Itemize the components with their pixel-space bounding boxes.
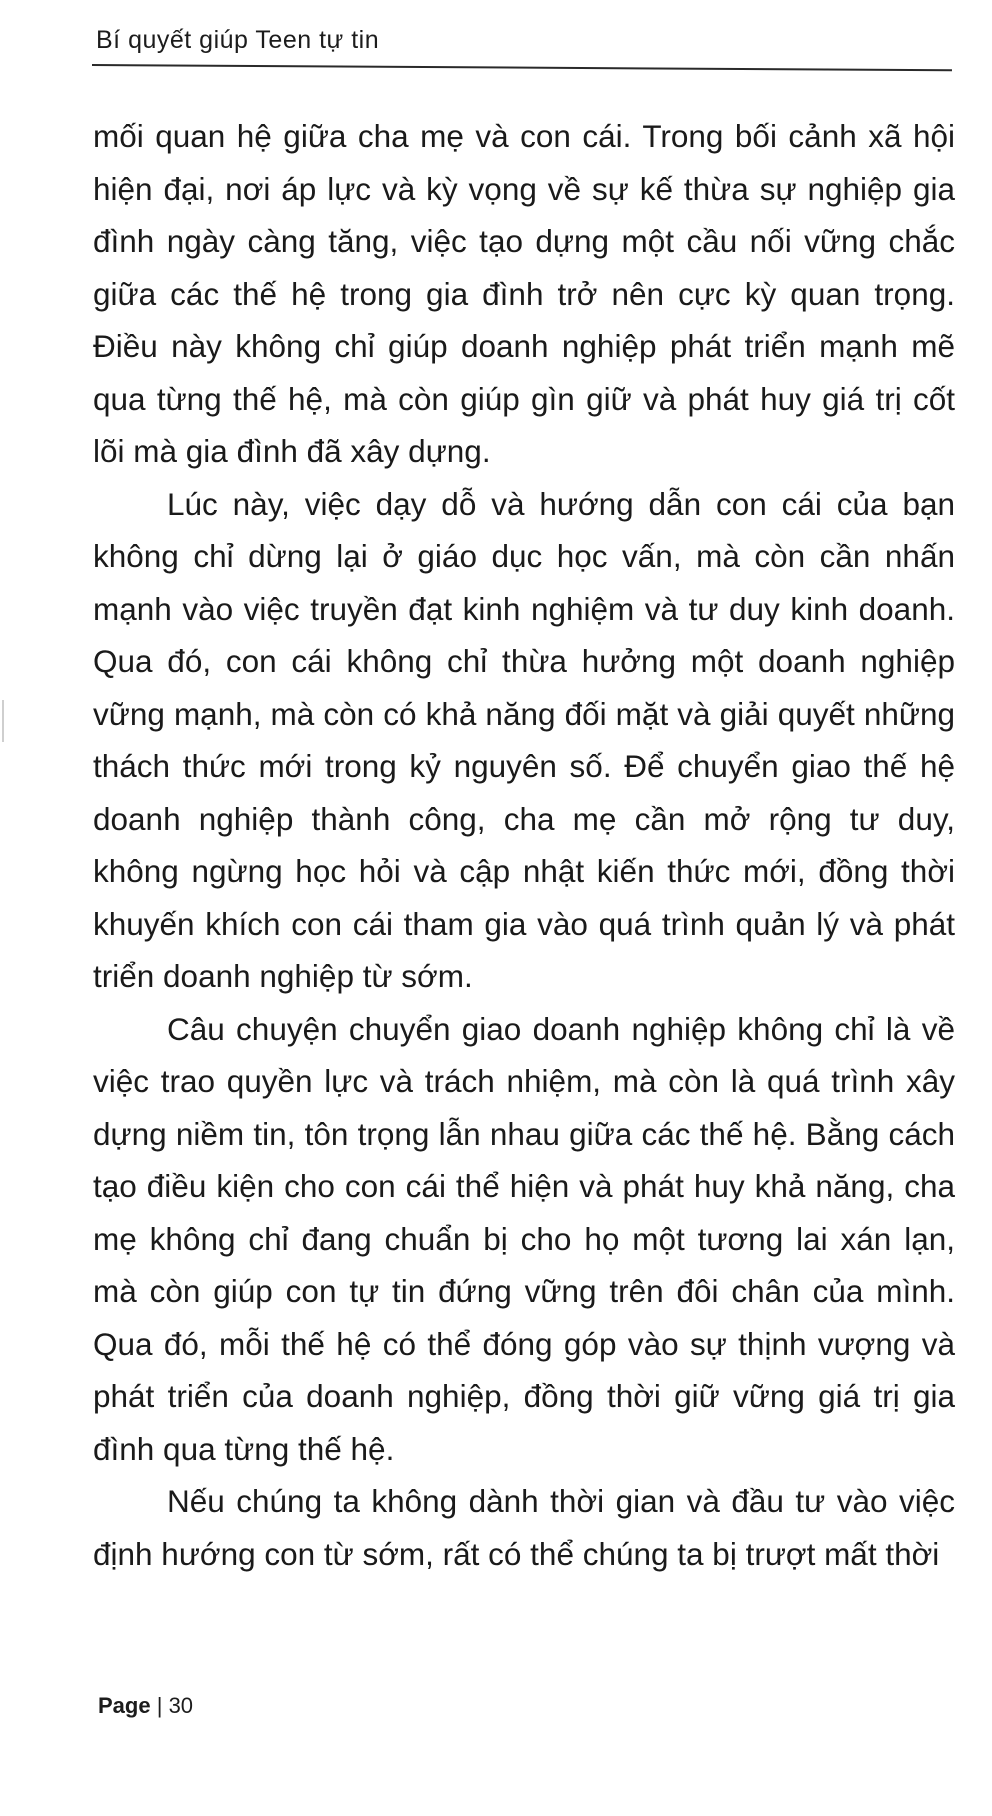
paragraph-3: Câu chuyện chuyển giao doanh nghiệp không chỉ là về việc trao quyền lực và trách nhiệm, mà còn là quá trình xây dựng niềm tin, tôn trọng lẫn nhau giữa các thế hệ. Bằng cách tạo điều kiện cho con cái thể hiện và phát huy khả năng, cha mẹ không chỉ đang chuẩn bị cho họ một tương lai xán lạn, mà còn giúp con tự tin đứng vững trên đôi chân của mình. Qua đó, mỗi thế hệ có thể đóng góp vào sự thịnh vượng và phát triển của doanh nghiệp, đồng thời giữ vững giá trị gia đình qua từng thế hệ.: [93, 1010, 955, 1467]
running-header: Bí quyết giúp Teen tự tin: [96, 26, 380, 54]
page-edge-mark: [2, 700, 4, 742]
paragraph-4: Nếu chúng ta không dành thời gian và đầu tư vào việc định hướng con từ sớm, rất có thể chúng ta bị trượt mất thời: [93, 1483, 955, 1572]
page-number: 30: [168, 1693, 194, 1718]
page-label: Page: [98, 1693, 151, 1718]
paragraph-1: mối quan hệ giữa cha mẹ và con cái. Trong bối cảnh xã hội hiện đại, nơi áp lực và kỳ vọng về sự kế thừa sự nghiệp gia đình ngày càng tăng, việc tạo dựng một cầu nối vững chắc giữa các thế hệ trong gia đình trở nên cực kỳ quan trọng. Điều này không chỉ giúp doanh nghiệp phát triển mạnh mẽ qua từng thế hệ, mà còn giúp gìn giữ và phát huy giá trị cốt lõi mà gia đình đã xây dựng.: [93, 118, 955, 469]
header-divider: [92, 64, 952, 71]
body-text: [93, 110, 955, 1580]
page-separator: |: [156, 1693, 163, 1718]
page-footer: [98, 1693, 193, 1719]
paragraph-2: Lúc này, việc dạy dỗ và hướng dẫn con cái của bạn không chỉ dừng lại ở giáo dục học vấn, mà còn cần nhấn mạnh vào việc truyền đạt kinh nghiệm và tư duy kinh doanh. Qua đó, con cái không chỉ thừa hưởng một doanh nghiệp vững mạnh, mà còn có khả năng đối mặt và giải quyết những thách thức mới trong kỷ nguyên số. Để chuyển giao thế hệ doanh nghiệp thành công, cha mẹ cần mở rộng tư duy, không ngừng học hỏi và cập nhật kiến thức mới, đồng thời khuyến khích con cái tham gia vào quá trình quản lý và phát triển doanh nghiệp từ sớm.: [93, 485, 955, 994]
